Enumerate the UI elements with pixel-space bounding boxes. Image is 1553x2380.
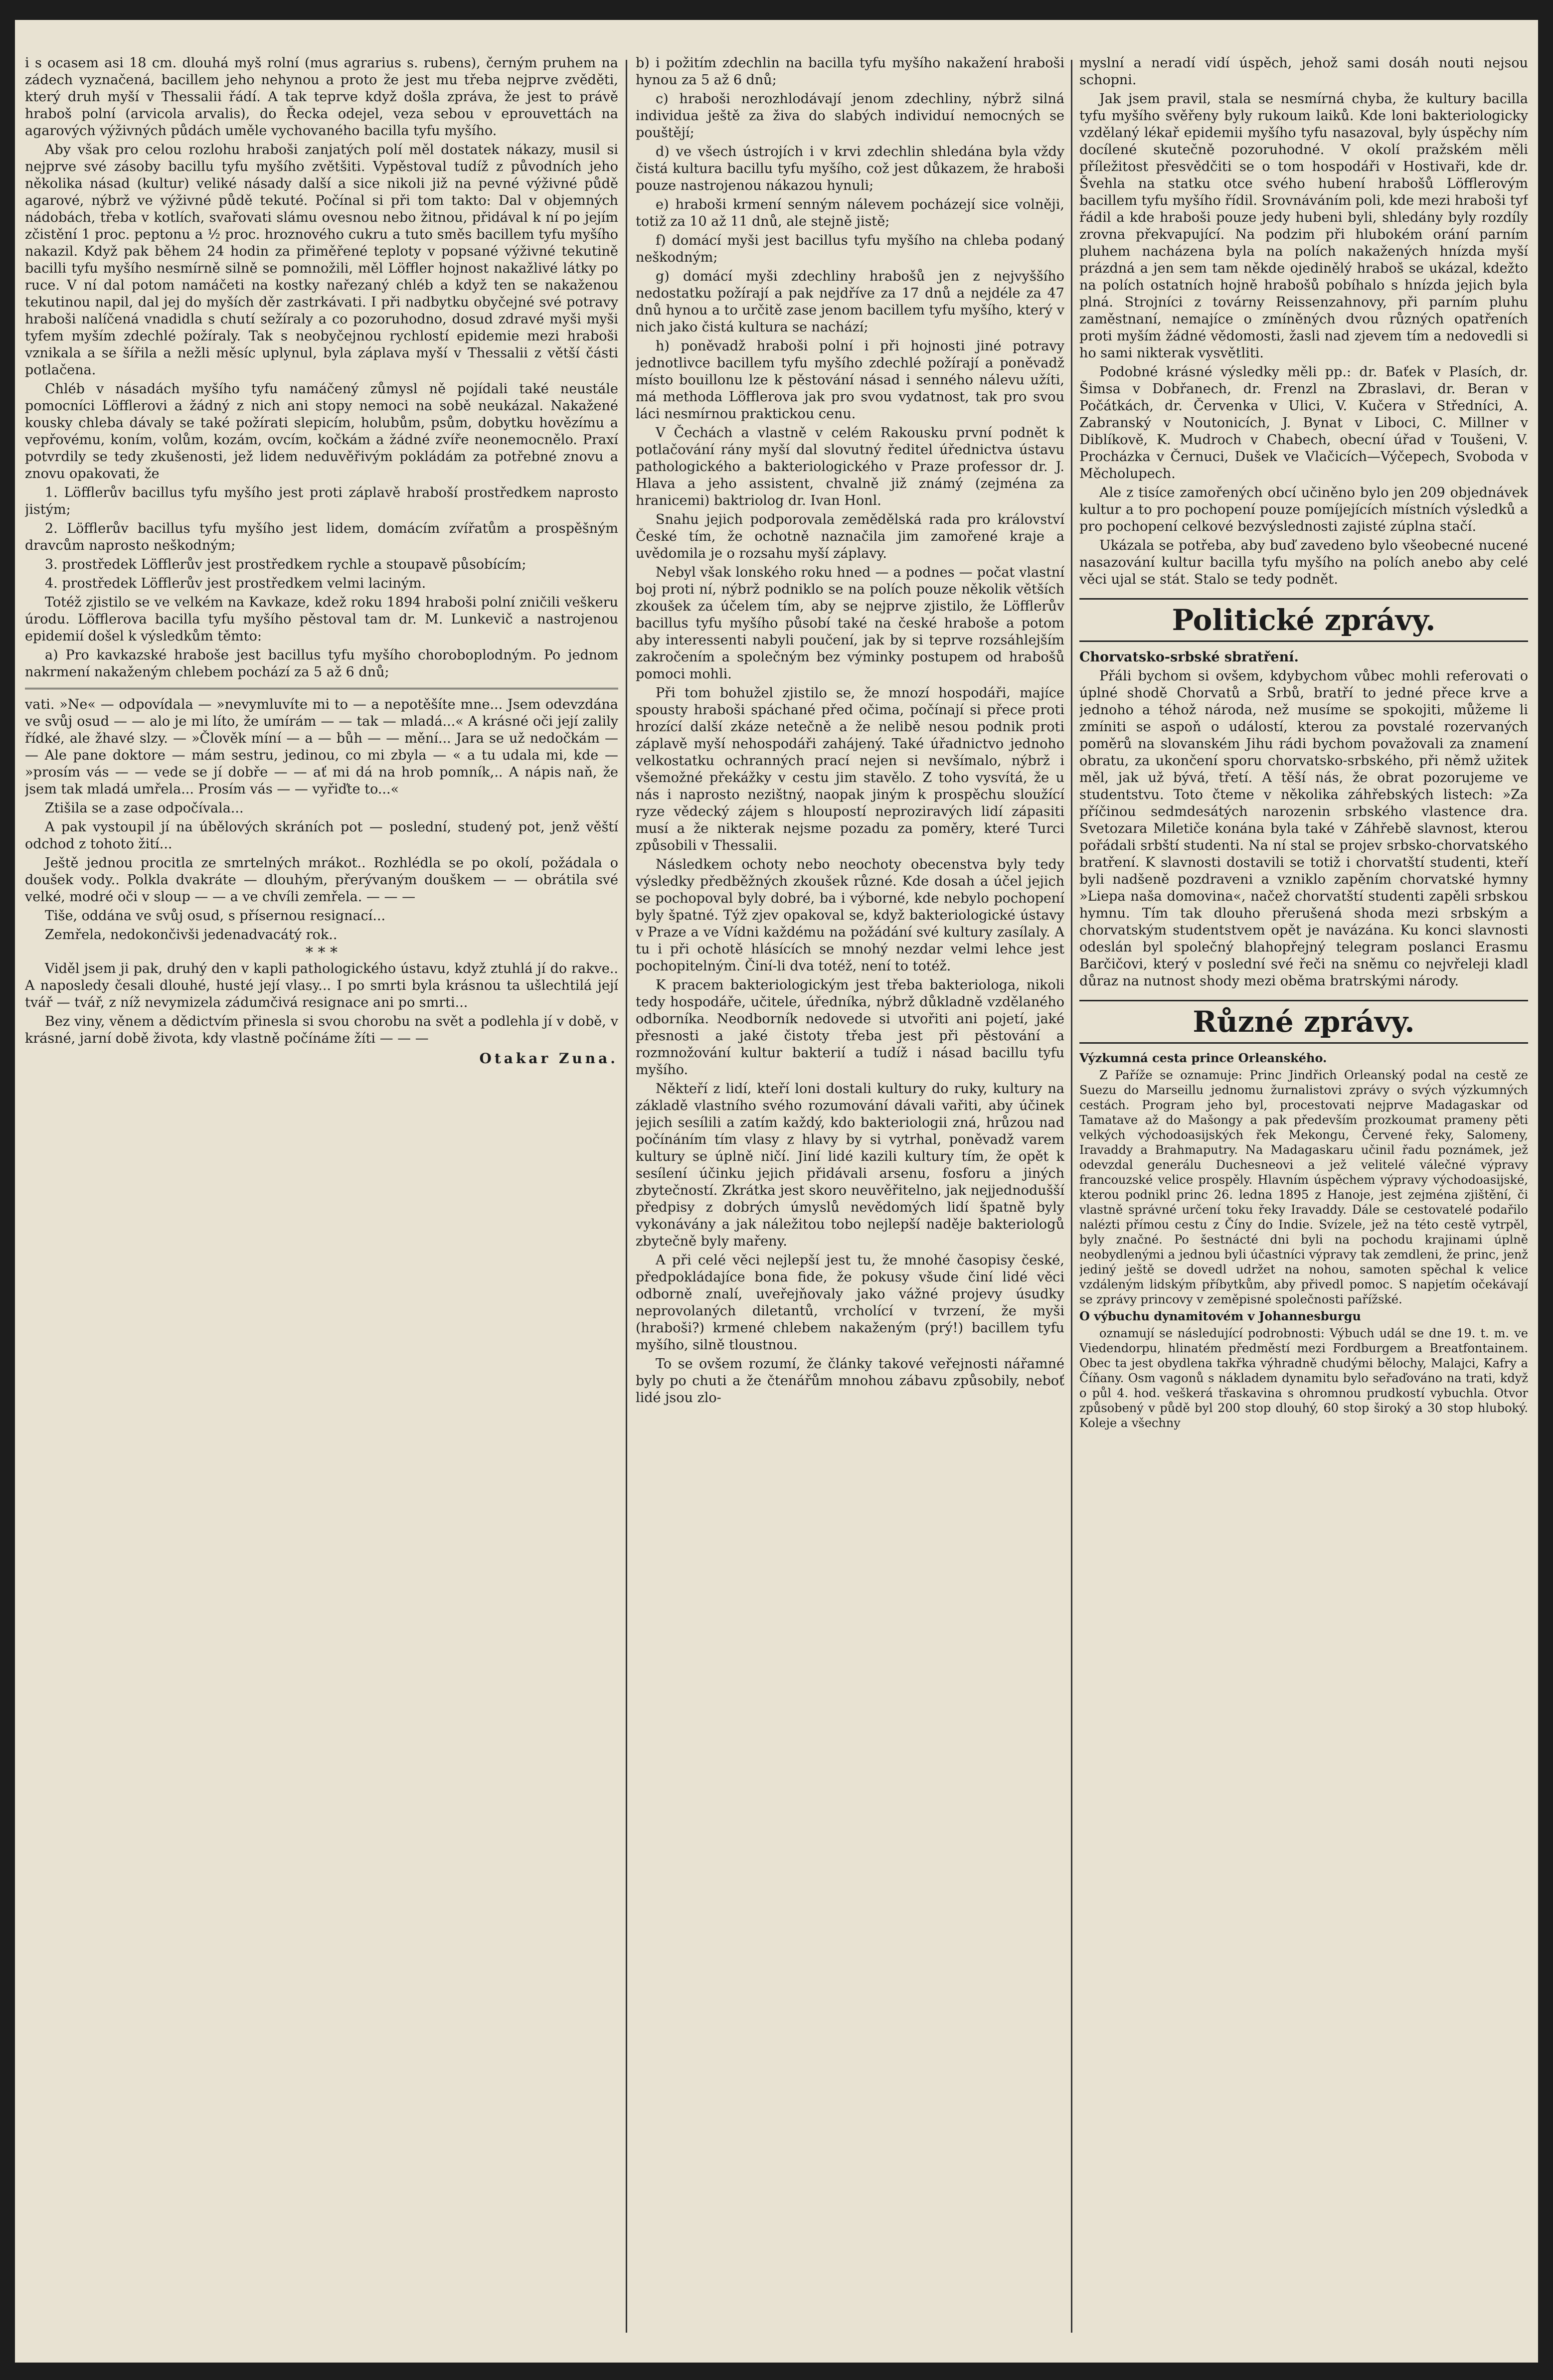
author-signature: Otakar Zuna.	[479, 1050, 618, 1067]
paragraph: Chléb v násadách myšího tyfu namáčený zůmysl ně pojídali také neustále pomocníci Löfflerovi a žádný z nich ani stopy nemoci na sobě neukázal. Nakažené kousky chleba dávaly se také požírati slepicím, holubům, psům, dobytku hovězímu a vepřovému, koním, volům, kozám, ovcím, kočkám a žádné zvíře neonemocnělo. Praxí potvrdily se tedy zkušenosti, jež lidem neduvěřivým pokládám za potřebné znovu a znovu opakovati, že	[25, 381, 618, 481]
article-subheading: Chorvatsko-srbské sbratření.	[1079, 649, 1299, 665]
news-text: oznamují se následující podrobnosti: Výbuch udál se dne 19. t. m. ve Viedendorpu, hlinatém předměstí mezi Fordburgem a Breatfontainem. Obec ta jest obydlena takřka výhradně chudými bělochy, Malajci, Kafry a Číňany. Osm vagonů s nákladem dynamitu bylo seřaďováno na trati, když o půl 4. hod. veškerá třaskavina s ohromnou prudkostí vybuchla. Otvor způsobený v půdě byl 200 stop dlouhý, 60 stop široký a 30 stop hluboký. Koleje a všechny	[1079, 1326, 1528, 1430]
section-stars: * * *	[305, 944, 338, 961]
paragraph: Ztišila se a zase odpočívala...	[45, 800, 244, 816]
newspaper-page	[15, 20, 1538, 2363]
paragraph: Jak jsem pravil, stala se nesmírná chyba, že kultury bacilla tyfu myšího svěřeny byly rukoum laiků. Kde loni bakteriologicky vzdělaný lékař epidemii myšího tyfu nasazoval, byly úspěchy ním docílené skutečně pozoruhodné. V okolí pražském měli příležitost přesvědčiti se o tom hospodáři v Hostivaři, kde dr. Švehla na statku otce svého hubení hrabošů Löfflerovým bacillem tyfu myšího řídil. Srovnáváním poli, kde mezi hraboši tyf řádil a kde hraboši pouze jedy hubeni byli, shledány byly rozdíly zrovna překvapující. Na podzim při hlubokém orání parním pluhem nacházena byla na polích nakažených hnízda myší prázdná a jen sem tam někde ojedinělý hraboš se ukázal, kdežto na polích ostatních hojně hrabošů pobíhalo s hnízda jejich byla plná. Strojníci z továrny Reissenzahnovy, při parním pluhu zaměstnaní, nemajíce o zmíněných dvou různých opatřeních proti myším žádné vědomosti, žasli nad zjevem tím a nedovedli si ho sami nikterak vysvětliti.	[1079, 91, 1528, 361]
paragraph: vati. »Ne« — odpovídala — »nevymluvíte mi to — a nepotěšíte mne... Jsem odevzdána ve svůj osud — — alo je mi líto, že umírám — — tak — mladá...« A krásné oči její zalily řídké, ale žhavé slzy. — »Člověk míní — a — bůh — — mění... Jara se už nedočkám — — Ale pane doktore — mám sestru, jedinou, co mi zbyla — « a tu udala mi, kde — »prosím vás — — vede se jí dobře — — ať mi dá na hrob pomník,.. A nápis naň, že jsem tak mladá umřela... Prosím vás — — vyřiďte to...«	[25, 697, 618, 797]
paragraph: i s ocasem asi 18 cm. dlouhá myš rolní (mus agrarius s. rubens), černým pruhem na zádech vyznačená, bacillem jeho nehynou a proto že jest mu třeba nejprve zvěděti, který druh myší v Thessalii řádí. A tak teprve když došla zpráva, že jest to právě hraboš polní (arvicola arvalis), do Řecka odejel, veza sebou v eprouvettách na agarových výživných půdách uměle vychovaného bacilla tyfu myšího.	[25, 55, 618, 139]
paragraph: g) domácí myši zdechliny hrabošů jen z nejvyššího nedostatku požírají a pak nejdříve za 17 dnů a nejdéle za 47 dnů hynou a to určitě zase jenom bacillem tyfu myšího, který v nich jako čistá kultura se nachází;	[636, 269, 1064, 335]
paragraph: Bez viny, věnem a dědictvím přinesla si svou chorobu na svět a podlehla jí v době, v krásné, jarní době života, kdy vlastně počínáme žíti — — —	[25, 1014, 618, 1046]
paragraph: 3. prostředek Löfflerův jest prostředkem rychle a stoupavě působícím;	[45, 557, 526, 572]
paragraph: Ukázala se potřeba, aby buď zavedeno bylo všeobecné nucené nasazování kultur bacilla tyfu myšího na polích anebo aby celé věci ujal se stát. Stalo se tedy podnět.	[1079, 538, 1528, 587]
paragraph: Přáli bychom si ovšem, kdybychom vůbec mohli referovati o úplné shodě Chorvatů a Srbů, bratří to jedné přece krve a jednoho a téhož národa, než musíme se spokojiti, můžeme li zmíniti se aspoň o událostí, kterou za povstalé rozervaných poměrů na slovanském Jihu rádi bychom považovali za znamení obratu, za ukončení sporu chorvatsko-srbského, při němž užitek měl, jak už bývá, třetí. A těší nás, že obrat pozorujeme ve studentstvu. Toto čteme v několika záhřebských listech: »Za příčinou sedmdesátých narozenin srbského vlastence dra. Svetozara Miletiče konána byla také v Záhřebě slavnost, kterou pořádali srbští studenti. Na ní stal se projev srbsko-chorvatského bratření. K slavnosti dostavili se totiž i chorvatští studenti, kteří byli nadšeně pozdraveni a vzniklo zapěním chorvatské hymny »Liepa naša domovina«, načež chorvatští studenti zapěli srbskou hymnu. Tím tak dlouho přerušená shoda mezi srbským a chorvatským studentstvem opět je navázána. Ku konci slavnosti odeslán byl společný blahopřejný telegram poslanci Erasmu Barčičovi, který v poslední své řeči na sněmu co nejvřeleji kladl důraz na nutnost shody mezi oběma bratrskými národy.	[1079, 668, 1528, 989]
paragraph: Aby však pro celou rozlohu hraboši zanjatých polí měl dostatek nákazy, musil si nejprve své zásoby bacillu tyfu myšího zvětšiti. Vypěstoval tudíž z původních jeho několika násad (kultur) veliké násady další a sice nikoli již na pevné výživné půdě agarové, nýbrž ve výživné půdě tekuté. Počínal si při tom takto: Dal v objemných nádobách, třeba v kotlích, svařovati slámu ovesnou nebo žitnou, přidával k ní po jejím zčistění 1 proc. peptonu a ½ proc. hroznového cukru a tuto směs bacillem tyfu myšího nakazil. Když pak během 24 hodin za přiměřené teploty v popsané výživné tekutině bacilli tyfu myšího nesmírně silně se pomnožili, měl Löffler hojnost nakažlivé látky po ruce. V ní dal potom namáčeti na kostky nařezaný chléb a když ten se nakaženou tekutinou napil, dal jej do myších děr zastrkávati. I při nadbytku obyčejné své potravy hraboši nalíčená vnadidla s chutí sežíraly a co pozoruhodno, dosud zdravé myši myši tyfem myším zdechlé požíraly. Tak s neobyčejnou rychlostí epidemie mezi hraboši vznikala a se šířila a nežli měsíc uplynul, byla záplava myší v Thessalii z větší části potlačena.	[25, 142, 618, 378]
paragraph: Při tom bohužel zjistilo se, že mnozí hospodáři, majíce spousty hraboši spáchané před očima, počínají si přece proti hrozící další zkáze netečně a že nelibě nesou podnik proti záplavě myší nehospodáři zahájený. Také úřadnictvo jednoho velkostatku ochranných prací nejen si nevšímalo, nýbrž i všemožné překážky v cestu jim stavělo. Z toho vysvítá, že u nás i naprosto nezištný, naopak jiným k prospěchu sloužící ryze vědecký zájem s hloupostí neproziravých lidí zápasiti musí a že nikterak nejsme pozadu za poměry, které Turci způsobili v Thessalii.	[636, 685, 1064, 853]
paragraph: 1. Löfflerův bacillus tyfu myšího jest proti záplavě hraboší prostředkem naprosto jistým;	[25, 485, 618, 517]
paragraph: Snahu jejich podporovala zemědělská rada pro království České tím, že ochotně naznačila jim zamořené kraje a uvědomila je o rozsahu myší záplavy.	[636, 512, 1064, 561]
news-list	[1079, 1051, 1528, 1430]
paragraph: Viděl jsem ji pak, druhý den v kapli pathologického ústavu, když ztuhlá jí do rakve.. A naposledy česali dlouhé, husté její vlasy... I po smrti byla krásnou ta ušlechtilá její tvář — tvář, z níž nevymizela zádumčivá resignace ani po smrti...	[25, 961, 618, 1010]
news-text: Z Paříže se oznamuje: Princ Jindřich Orleanský podal na cestě ze Suezu do Marseillu jednomu žurnalistovi zprávy o svých výzkumných cestách. Program jeho byl, procestovati nejprve Madagaskar od Tamatave až do Mašongy a pak především prozkoumat prameny pěti velkých východoasijských řek Mekongu, Červené řeky, Salomeny, Iravaddy a Brahmaputry. Na Madagaskaru učinil řadu poznámek, jež odevzdal generálu Duchesneovi a jež velitelé válečné výpravy francouzské velice prospěly. Hlavním úspěchem výpravy východoasijské, kterou podnikl princ 26. ledna 1895 z Hanoje, jest zejména zjištění, či vlastně správné určení toku řeky Iravaddy. Dále se cestovatelé podařilo nalézti přímou cestu z Číny do Indie. Svízele, jež na této cestě vytrpěl, byly značné. Po šestnácté dni byli na pochodu krajinami úplně neobydlenými a jednou byli účastníci výpravy tak zemdleni, že princ, jenž jediný ještě se dovedl udržet na nohou, samoten spěchal k velice vzdáleným lidským příbytkům, aby přivedl pomoc. S napjetím očekávají se zprávy princovy v zeměpisné společnosti pařížské.	[1079, 1068, 1528, 1306]
paragraph: b) i požitím zdechlin na bacilla tyfu myšího nakažení hraboši hynou za 5 až 6 dnů;	[636, 55, 1064, 88]
paragraph: A při celé věci nejlepší jest tu, že mnohé časopisy české, předpokládajíce bona fide, že pokusy všude činí lidé věci odborně znalí, uveřejňovaly jako vážné projevy úsudky neprovolaných diletantů, vrcholící v tvrzení, že myši (hraboši?) krmené chlebem nakaženým (prý!) bacillem tyfu myšího, silně tloustnou.	[636, 1253, 1064, 1353]
paragraph: Nebyl však lonského roku hned — a podnes — počat vlastní boj proti ní, nýbrž podniklo se na polích pouze několik větších zkoušek za účelem tím, aby se nejprve zjistilo, že Löfflerův bacillus tyfu myšího působí také na české hraboše a potom aby interessenti nabyli poučení, jak by si teprve rozsáhlejším zakročením a společným bez výminky postupem od hrabošů pomoci mohli.	[636, 565, 1064, 682]
column-3	[1079, 55, 1528, 2338]
paragraph: Ještě jednou procitla ze smrtelných mrákot.. Rozhlédla se po okolí, požádala o doušek vody.. Polkla dvakráte — dlouhým, přerývaným douškem — — obrátila své velké, modré oči v sloup — — a ve chvíli zemřela. — — —	[25, 855, 618, 905]
paragraph: 4. prostředek Löfflerův jest prostředkem velmi laciným.	[45, 576, 426, 591]
paragraph: To se ovšem rozumí, že články takové veřejnosti nářamné byly po chuti a že čtenářům mnohou zábavu způsobily, neboť lidé jsou zlo-	[636, 1356, 1064, 1406]
paragraph: a) Pro kavkazské hraboše jest bacillus tyfu myšího choroboplodným. Po jednom nakrmení nakaženým chlebem pochází za 5 až 6 dnů;	[25, 647, 618, 680]
column-1	[25, 55, 618, 2338]
section-header-misc: Různé zprávy.	[1079, 1000, 1528, 1044]
section-divider	[25, 688, 618, 689]
section-header-politics: Politické zprávy.	[1079, 598, 1528, 642]
paragraph: V Čechách a vlastně v celém Rakousku první podnět k potlačování rány myší dal slovutný ředitel úřednictva ústavu pathologického a bakteriologického v Praze professor dr. J. Hlava a jeho assistent, chvalně již známý (zejména za hranicemi) baktriolog dr. Ivan Honl.	[636, 425, 1064, 508]
paragraph: f) domácí myši jest bacillus tyfu myšího na chleba podaný neškodným;	[636, 233, 1064, 265]
column-2	[636, 55, 1064, 2338]
paragraph: d) ve všech ústrojích i v krvi zdechlin shledána byla vždy čistá kultura bacillu tyfu myšího, což jest důkazem, že hraboši pouze nastrojenou nákazou hynuli;	[636, 144, 1064, 193]
feuilleton-story	[25, 696, 618, 1067]
column-rule-1	[626, 60, 627, 2333]
article-mouse-typhus-part1	[25, 55, 618, 681]
paragraph: e) hraboši krmení senným nálevem pocházejí sice volněji, totiž za 10 až 11 dnů, ale stejně jistě;	[636, 197, 1064, 229]
paragraph: Totéž zjistilo se ve velkém na Kavkaze, kdež roku 1894 hraboši polní zničili veškeru úrodu. Löfflerova bacilla tyfu myšího pěstoval tam dr. M. Lunkevič a nastrojenou epidemií došel k výsledkům těmto:	[25, 595, 618, 644]
paragraph: Následkem ochoty nebo neochoty obecenstva byly tedy výsledky předběžných zkoušek různé. Kde dosah a účel jejich se pochopoval byly dobré, ba i výborné, kde nebylo pochopení byly špatné. Týž zjev opakoval se, když bakteriologické ústavy v Praze a ve Vídni každému na požádání své kultury zasílaly. A tu i při ochotě hlásících se mnohý nezdar velmi lehce jest pochopitelným. Činí-li dva totéž, není to totéž.	[636, 857, 1064, 974]
news-title: O výbuchu dynamitovém v Johannesburgu	[1079, 1309, 1361, 1323]
paragraph: c) hraboši nerozhlodávají jenom zdechliny, nýbrž silná individua ještě za živa do slabých individuí nemocných se pouštějí;	[636, 91, 1064, 141]
paragraph: h) poněvadž hraboši polní i při hojnosti jiné potravy jednotlivce bacillem tyfu myšího zdechlé požírají a poněvadž místo bouillonu lze k pěstování násad i senného nálevu užíti, má methoda Löfflerova jak pro svou vydatnost, tak pro svou láci nesmírnou praktickou cenu.	[636, 338, 1064, 422]
paragraph: Tiše, oddána ve svůj osud, s přísernou resignací...	[45, 908, 386, 924]
paragraph: K pracem bakteriologickým jest třeba bakteriologa, nikoli tedy hospodáře, učitele, úředníka, nýbrž důkladně vzdělaného odborníka. Neodborník nedovede si utvořiti ani pojetí, jaké přesnosti a jaké čistoty třeba jest při pěstování a rozmnožování kultur bakterií a tudíž i násad bacillu tyfu myšího.	[636, 977, 1064, 1078]
paragraph: 2. Löfflerův bacillus tyfu myšího jest lidem, domácím zvířatům a prospěšným dravcům naprosto neškodným;	[25, 521, 618, 553]
paragraph: Zemřela, nedokončivši jedenadvacátý rok..	[45, 927, 338, 943]
paragraph: Podobné krásné výsledky měli pp.: dr. Baťek v Plasích, dr. Šimsa v Dobřanech, dr. Frenzl na Zbraslavi, dr. Beran v Počátkách, dr. Červenka v Ulici, V. Kučera v Středníci, A. Zabranský v Noutonicích, J. Bynat v Liboci, C. Millner v Diblíkově, K. Mudroch v Chabech, obecní úřad v Toušeni, V. Procházka v Černuci, Dušek ve Vlačicích—Výčepech, Svoboda v Měcholupech.	[1079, 364, 1528, 481]
paragraph: myslní a neradí vidí úspěch, jehož sami dosáh nouti nejsou schopni.	[1079, 55, 1528, 88]
news-title: Výzkumná cesta prince Orleanského.	[1079, 1051, 1327, 1065]
paragraph: Někteří z lidí, kteří loni dostali kultury do ruky, kultury na základě vlastního svého rozumování dávali vařiti, aby účinek jejich sesílili a zatím každý, kdo bakteriologii zná, hrůzou nad počínáním tím vlasy z hlavy by si vytrhal, poněvadž varem kultury se úplně ničí. Jiní lidé kazili kultury tím, že opět k sesílení účinku jejich přidávali arsenu, fosforu a jiných zbytečností. Zkrátka jest skoro neuvěřitelno, jak nejjednodušší předpisy z dobrých úmyslů nevědomých lidí špatně byly vykonávány a jak náležitou tobo nejlepší naděje bakteriologů zbytečně byly mařeny.	[636, 1081, 1064, 1249]
paragraph: Ale z tisíce zamořených obcí učiněno bylo jen 209 objednávek kultur a to pro pochopení pouze pomíjejících místních výsledků a pro pochopení celkové bezvýslednosti zajisté zúplna stačí.	[1079, 485, 1528, 534]
column-rule-2	[1071, 60, 1072, 2333]
paragraph: A pak vystoupil jí na úbělových skráních pot — poslední, studený pot, jenž věští odchod z tohoto žití...	[25, 819, 618, 852]
